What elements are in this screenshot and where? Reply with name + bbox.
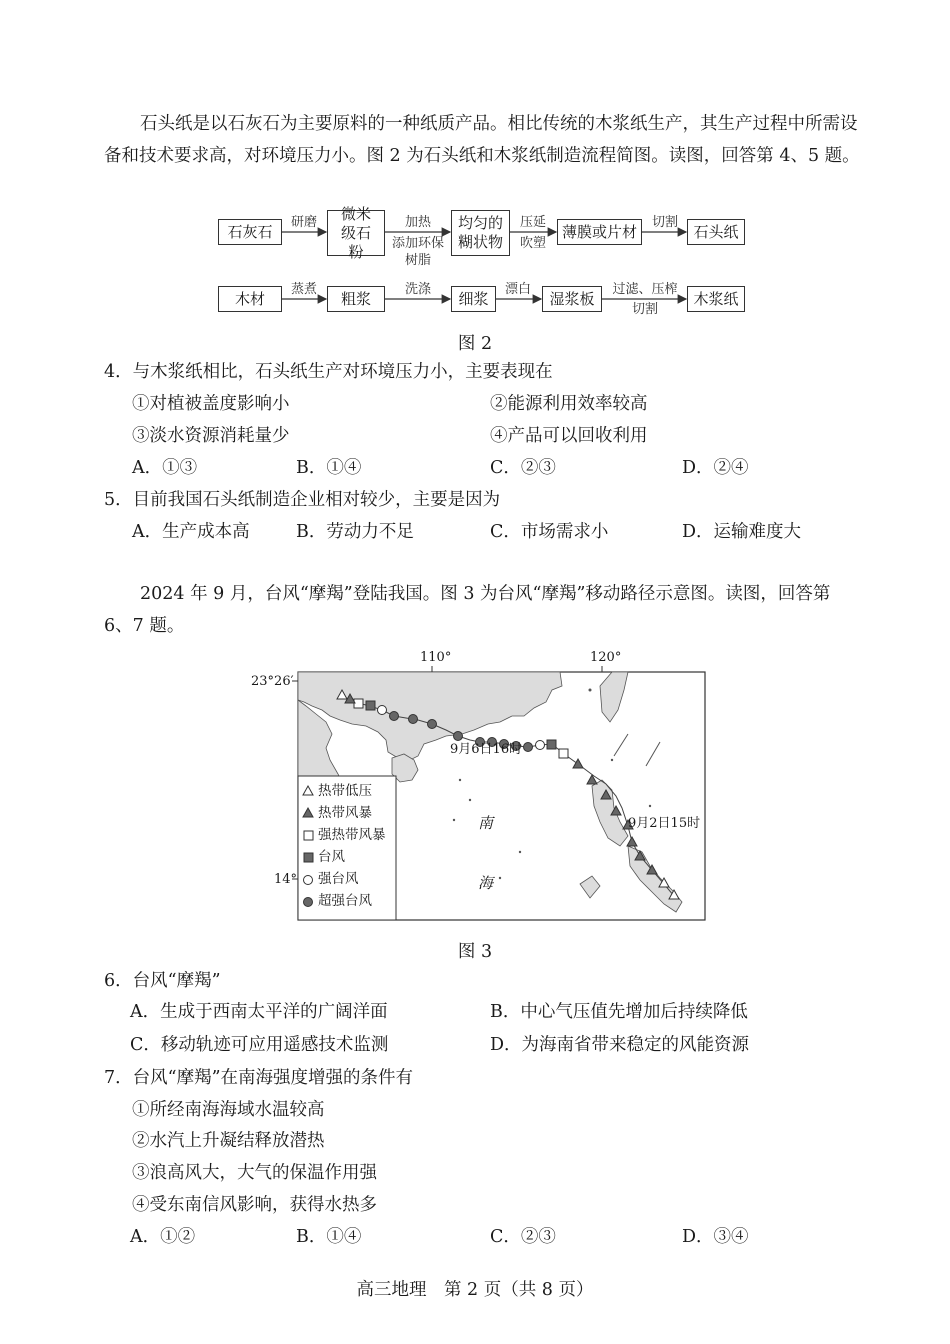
flow-step-filter-press: 过滤、压榨 bbox=[612, 282, 678, 297]
flow-box-micron-powder: 微米级石粉 bbox=[327, 210, 385, 256]
legend-symbol-ty bbox=[304, 853, 313, 862]
legend-label-td: 热带低压 bbox=[318, 783, 372, 799]
q5-option-d: D．运输难度大 bbox=[682, 522, 802, 542]
page-footer: 高三地理 第 2 页（共 8 页） bbox=[356, 1280, 594, 1300]
track-marker-superty bbox=[524, 743, 533, 752]
q4-item-3: ③淡水资源消耗量少 bbox=[132, 426, 290, 446]
flow-step-cook: 蒸煮 bbox=[290, 282, 317, 297]
map-lon-120: 120° bbox=[590, 650, 622, 665]
flow-step-wash: 洗涤 bbox=[404, 282, 431, 297]
q6-stem: 6．台风“摩羯” bbox=[104, 971, 221, 991]
flow-box-coarse-pulp: 粗浆 bbox=[327, 286, 385, 312]
track-marker-superty bbox=[409, 715, 418, 724]
flow-step-cut-2: 切割 bbox=[631, 302, 658, 317]
flow-step-add-resin: 添加环保树脂 bbox=[392, 236, 445, 268]
map-annotation-sep2: 9月2日15时 bbox=[628, 816, 701, 831]
flow-step-cut-1: 切割 bbox=[651, 215, 678, 230]
q5-option-a: A．生产成本高 bbox=[132, 522, 250, 542]
q4-item-4: ④产品可以回收利用 bbox=[490, 426, 648, 446]
q6-option-d: D．为海南省带来稳定的风能资源 bbox=[490, 1035, 750, 1055]
map-lon-110: 110° bbox=[420, 650, 452, 665]
figure-2-caption: 图 2 bbox=[457, 334, 493, 354]
flow-box-wood-paper: 木浆纸 bbox=[687, 286, 745, 312]
flow-step-blow-mold: 吹塑 bbox=[519, 236, 546, 251]
track-marker-superty bbox=[390, 712, 399, 721]
track-marker-sts bbox=[559, 749, 568, 758]
map-lat-tropic: 23°26′ bbox=[251, 674, 294, 689]
q7-option-c: C．②③ bbox=[490, 1227, 556, 1247]
q4-option-d: D．②④ bbox=[682, 458, 749, 478]
track-marker-superty bbox=[428, 720, 437, 729]
intro-paragraph-stone-paper: 石头纸是以石灰石为主要原料的一种纸质产品。相比传统的木浆纸生产，其生产过程中所需设备和技术要求高，对环境压力小。图 2 为石头纸和木浆纸制造流程简图。读图，回答第 4、5 题。 bbox=[104, 114, 860, 166]
map-annotation-sep6: 9月6日16时 bbox=[450, 742, 523, 757]
legend-label-superty: 超强台风 bbox=[318, 893, 372, 909]
flow-step-grind: 研磨 bbox=[290, 215, 317, 230]
intro-paragraph-typhoon: 2024 年 9 月，台风“摩羯”登陆我国。图 3 为台风“摩羯”移动路径示意图。读图，回答第 6、7 题。 bbox=[104, 584, 831, 636]
q5-option-b: B．劳动力不足 bbox=[296, 522, 414, 542]
q5-stem: 5．目前我国石头纸制造企业相对较少，主要是因为 bbox=[104, 490, 501, 510]
legend-label-sts: 强热带风暴 bbox=[318, 827, 386, 843]
legend-symbol-sts bbox=[304, 831, 313, 840]
q4-stem: 4．与木浆纸相比，石头纸生产对环境压力小，主要表现在 bbox=[104, 362, 553, 382]
track-marker-superty bbox=[454, 732, 463, 741]
flow-box-film-sheet: 薄膜或片材 bbox=[557, 219, 642, 245]
figure-3-caption: 图 3 bbox=[457, 942, 493, 962]
q4-option-c: C．②③ bbox=[490, 458, 556, 478]
flow-box-limestone: 石灰石 bbox=[218, 219, 282, 245]
flow-step-heat: 加热 bbox=[404, 215, 431, 230]
q7-option-d: D．③④ bbox=[682, 1227, 749, 1247]
flow-box-fine-pulp: 细浆 bbox=[451, 286, 496, 312]
q7-stem: 7．台风“摩羯”在南海强度增强的条件有 bbox=[104, 1068, 414, 1088]
track-marker-ty bbox=[547, 740, 556, 749]
legend-symbol-sty bbox=[304, 876, 313, 885]
q6-option-c: C．移动轨迹可应用遥感技术监测 bbox=[130, 1035, 389, 1055]
map-sea-label-sea: 海 bbox=[478, 874, 494, 892]
q4-option-b: B．①④ bbox=[296, 458, 362, 478]
flow-box-wood: 木材 bbox=[218, 286, 282, 312]
map-sea-label-south: 南 bbox=[478, 814, 494, 832]
flow-step-calender: 压延 bbox=[519, 215, 546, 230]
q6-option-b: B．中心气压值先增加后持续降低 bbox=[490, 1002, 748, 1022]
legend-label-ty: 台风 bbox=[318, 849, 345, 865]
q7-item-1: ①所经南海海域水温较高 bbox=[132, 1100, 325, 1120]
legend-label-ts: 热带风暴 bbox=[318, 805, 372, 821]
track-marker-sty bbox=[536, 741, 545, 750]
legend-symbol-superty bbox=[304, 898, 313, 907]
flow-box-paste: 均匀的糊状物 bbox=[451, 210, 510, 256]
q7-option-a: A．①② bbox=[130, 1227, 196, 1247]
q5-option-c: C．市场需求小 bbox=[490, 522, 609, 542]
q7-item-2: ②水汽上升凝结释放潜热 bbox=[132, 1131, 325, 1151]
q6-option-a: A．生成于西南太平洋的广阔洋面 bbox=[130, 1002, 388, 1022]
q4-item-2: ②能源利用效率较高 bbox=[490, 394, 648, 414]
flow-box-stone-paper: 石头纸 bbox=[687, 219, 745, 245]
flow-step-bleach: 漂白 bbox=[504, 282, 531, 297]
q7-item-4: ④受东南信风影响，获得水热多 bbox=[132, 1195, 377, 1215]
q4-item-1: ①对植被盖度影响小 bbox=[132, 394, 290, 414]
track-marker-ty bbox=[366, 701, 375, 710]
map-lat-14: 14° bbox=[274, 872, 298, 887]
q4-option-a: A．①③ bbox=[132, 458, 198, 478]
q7-option-b: B．①④ bbox=[296, 1227, 362, 1247]
legend-label-sty: 强台风 bbox=[318, 871, 359, 887]
flow-box-wet-pulp-board: 湿浆板 bbox=[542, 286, 602, 312]
q7-item-3: ③浪高风大，大气的保温作用强 bbox=[132, 1163, 377, 1183]
track-marker-sty bbox=[378, 706, 387, 715]
